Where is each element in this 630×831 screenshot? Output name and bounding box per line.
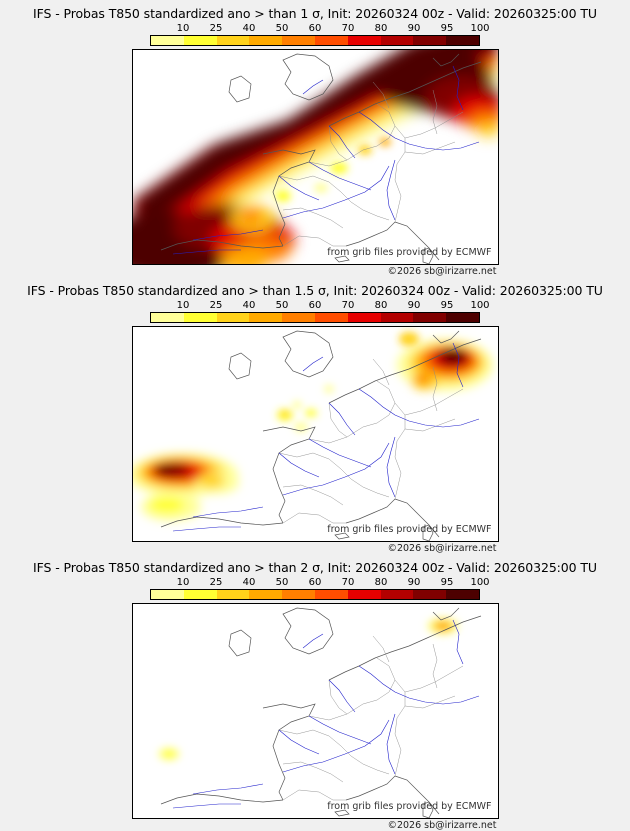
colorbar-tick: 95 <box>440 577 454 588</box>
colorbar-swatch <box>184 313 217 322</box>
probability-map-sigma-1-5[interactable] <box>132 326 499 542</box>
colorbar-tick: 50 <box>275 300 289 311</box>
colorbar-swatch <box>446 590 479 599</box>
colorbar-swatch <box>446 313 479 322</box>
colorbar-swatch <box>315 590 348 599</box>
colorbar-tick: 70 <box>341 23 355 34</box>
map-svg <box>133 50 498 264</box>
colorbar-1 <box>150 23 490 46</box>
colorbar-tick: 70 <box>341 577 355 588</box>
colorbar-tick: 10 <box>176 23 190 34</box>
colorbar-tick: 80 <box>374 577 388 588</box>
colorbar-tick: 90 <box>407 300 421 311</box>
colorbar-tick-labels <box>150 23 490 35</box>
colorbar-gradient <box>150 312 480 323</box>
colorbar-swatch <box>413 590 446 599</box>
colorbar-tick: 90 <box>407 23 421 34</box>
colorbar-swatch <box>381 590 414 599</box>
probability-map-sigma-2[interactable] <box>132 603 499 819</box>
colorbar-tick-labels <box>150 300 490 312</box>
colorbar-gradient <box>150 35 480 46</box>
colorbar-swatch <box>282 590 315 599</box>
colorbar-swatch <box>315 313 348 322</box>
colorbar-swatch <box>249 313 282 322</box>
colorbar-tick: 40 <box>242 23 256 34</box>
colorbar-swatch <box>348 313 381 322</box>
rivers <box>173 620 479 808</box>
colorbar-tick: 100 <box>470 577 490 588</box>
map-container-1 <box>132 49 499 265</box>
data-source-credit: from grib files provided by ECMWF <box>327 247 492 258</box>
copyright-line: ©2026 sb@irizarre.net <box>387 820 497 831</box>
colorbar-tick: 80 <box>374 300 388 311</box>
colorbar-swatch <box>217 36 250 45</box>
colorbar-swatch <box>282 36 315 45</box>
colorbar-tick: 40 <box>242 577 256 588</box>
panel-sigma-1-5 <box>0 277 630 554</box>
colorbar-tick: 100 <box>470 300 490 311</box>
colorbar-tick: 50 <box>275 23 289 34</box>
probability-field <box>158 617 459 761</box>
colorbar-swatch <box>151 36 184 45</box>
colorbar-tick: 70 <box>341 300 355 311</box>
colorbar-swatch <box>151 590 184 599</box>
colorbar-tick: 25 <box>209 577 223 588</box>
colorbar-tick: 10 <box>176 577 190 588</box>
colorbar-swatch <box>217 313 250 322</box>
colorbar-swatch <box>217 590 250 599</box>
colorbar-swatch <box>413 36 446 45</box>
colorbar-swatch <box>413 313 446 322</box>
colorbar-swatch <box>446 36 479 45</box>
probability-map-sigma-1[interactable] <box>132 49 499 265</box>
probability-field <box>133 50 498 264</box>
data-source-credit: from grib files provided by ECMWF <box>327 801 492 812</box>
panel-sigma-2 <box>0 554 630 831</box>
data-source-credit: from grib files provided by ECMWF <box>327 524 492 535</box>
copyright-line: ©2026 sb@irizarre.net <box>387 543 497 554</box>
colorbar-swatch <box>184 36 217 45</box>
colorbar-swatch <box>381 313 414 322</box>
colorbar-swatch <box>249 590 282 599</box>
colorbar-tick: 95 <box>440 23 454 34</box>
panel-title: IFS - Probas T850 standardized ano > than 2 σ, Init: 20260324 00z - Valid: 20260325:00 TU <box>33 560 597 575</box>
colorbar-tick: 60 <box>308 577 322 588</box>
colorbar-tick: 25 <box>209 300 223 311</box>
colorbar-swatch <box>348 36 381 45</box>
administrative-borders <box>279 636 463 800</box>
colorbar-tick: 90 <box>407 577 421 588</box>
colorbar-swatch <box>348 590 381 599</box>
colorbar-swatch <box>249 36 282 45</box>
colorbar-tick: 50 <box>275 577 289 588</box>
colorbar-tick: 40 <box>242 300 256 311</box>
colorbar-tick-labels <box>150 577 490 589</box>
colorbar-gradient <box>150 589 480 600</box>
colorbar-swatch <box>381 36 414 45</box>
colorbar-tick: 95 <box>440 300 454 311</box>
panel-sigma-1 <box>0 0 630 277</box>
panel-title: IFS - Probas T850 standardized ano > than 1 σ, Init: 20260324 00z - Valid: 20260325:00 TU <box>33 6 597 21</box>
map-svg <box>133 327 498 541</box>
colorbar-swatch <box>184 590 217 599</box>
colorbar-swatch <box>151 313 184 322</box>
colorbar-tick: 60 <box>308 23 322 34</box>
colorbar-2 <box>150 300 490 323</box>
coastlines <box>161 608 481 818</box>
colorbar-3 <box>150 577 490 600</box>
colorbar-tick: 10 <box>176 300 190 311</box>
colorbar-tick: 25 <box>209 23 223 34</box>
colorbar-tick: 80 <box>374 23 388 34</box>
copyright-line: ©2026 sb@irizarre.net <box>387 266 497 277</box>
map-svg <box>133 604 498 818</box>
map-container-3 <box>132 603 499 819</box>
colorbar-tick: 60 <box>308 300 322 311</box>
colorbar-swatch <box>282 313 315 322</box>
panel-title: IFS - Probas T850 standardized ano > than 1.5 σ, Init: 20260324 00z - Valid: 20260325:00 TU <box>27 283 603 298</box>
map-container-2 <box>132 326 499 542</box>
colorbar-tick: 100 <box>470 23 490 34</box>
colorbar-swatch <box>315 36 348 45</box>
